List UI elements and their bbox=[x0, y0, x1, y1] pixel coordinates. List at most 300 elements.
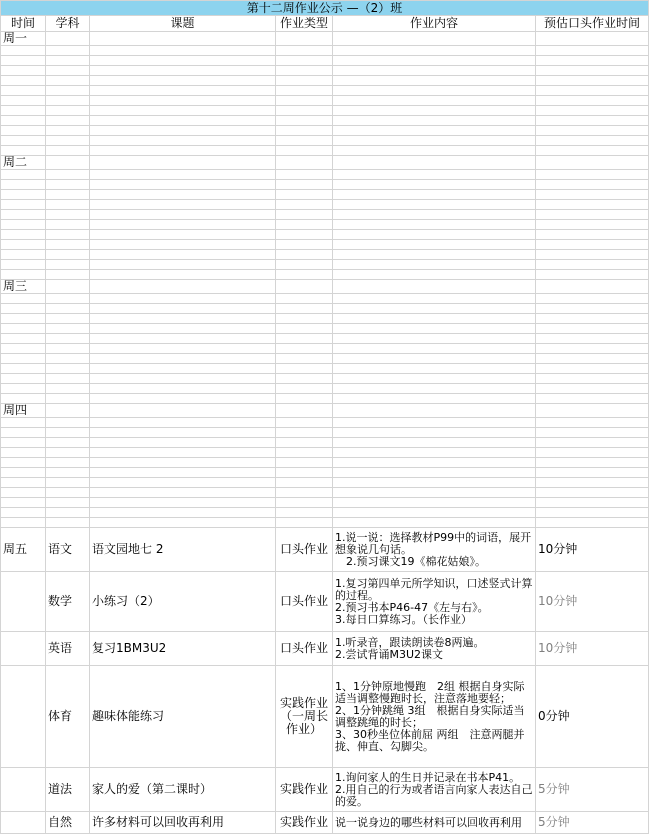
subject-cell[interactable]: 英语 bbox=[46, 632, 90, 666]
empty-cell[interactable] bbox=[90, 96, 276, 106]
empty-cell[interactable] bbox=[46, 448, 90, 458]
empty-cell[interactable] bbox=[1, 260, 46, 270]
empty-cell[interactable] bbox=[276, 190, 333, 200]
empty-cell[interactable] bbox=[276, 220, 333, 230]
empty-cell[interactable] bbox=[1, 344, 46, 354]
empty-cell[interactable] bbox=[536, 334, 649, 344]
empty-cell[interactable] bbox=[46, 404, 90, 418]
empty-cell[interactable] bbox=[90, 404, 276, 418]
header-topic[interactable]: 课题 bbox=[90, 16, 276, 32]
empty-cell[interactable] bbox=[90, 518, 276, 528]
time-cell[interactable]: 10分钟 bbox=[536, 632, 649, 666]
empty-cell[interactable] bbox=[90, 190, 276, 200]
empty-cell[interactable] bbox=[90, 46, 276, 56]
empty-cell[interactable] bbox=[276, 146, 333, 156]
empty-cell[interactable] bbox=[1, 384, 46, 394]
empty-cell[interactable] bbox=[333, 384, 536, 394]
empty-cell[interactable] bbox=[276, 66, 333, 76]
empty-cell[interactable] bbox=[46, 106, 90, 116]
empty-cell[interactable] bbox=[46, 96, 90, 106]
empty-cell[interactable] bbox=[46, 488, 90, 498]
empty-cell[interactable] bbox=[1, 488, 46, 498]
empty-cell[interactable] bbox=[333, 418, 536, 428]
empty-cell[interactable] bbox=[333, 210, 536, 220]
empty-cell[interactable] bbox=[536, 478, 649, 488]
empty-cell[interactable] bbox=[333, 468, 536, 478]
empty-cell[interactable] bbox=[536, 280, 649, 294]
empty-cell[interactable] bbox=[333, 136, 536, 146]
empty-cell[interactable] bbox=[276, 418, 333, 428]
empty-cell[interactable] bbox=[333, 146, 536, 156]
subject-cell[interactable]: 语文 bbox=[46, 528, 90, 572]
empty-cell[interactable] bbox=[536, 458, 649, 468]
empty-cell[interactable] bbox=[1, 126, 46, 136]
empty-cell[interactable] bbox=[1, 240, 46, 250]
empty-cell[interactable] bbox=[90, 324, 276, 334]
topic-cell[interactable]: 小练习（2） bbox=[90, 572, 276, 632]
type-cell[interactable]: 实践作业 bbox=[276, 812, 333, 834]
content-cell[interactable] bbox=[333, 666, 536, 768]
content-cell[interactable] bbox=[333, 572, 536, 632]
empty-cell[interactable] bbox=[1, 250, 46, 260]
empty-cell[interactable] bbox=[1, 220, 46, 230]
empty-cell[interactable] bbox=[46, 156, 90, 170]
empty-cell[interactable] bbox=[1, 66, 46, 76]
subject-cell[interactable]: 体育 bbox=[46, 666, 90, 768]
empty-cell[interactable] bbox=[536, 314, 649, 324]
empty-cell[interactable] bbox=[536, 418, 649, 428]
empty-cell[interactable] bbox=[333, 508, 536, 518]
empty-cell[interactable] bbox=[333, 156, 536, 170]
empty-cell[interactable] bbox=[1, 468, 46, 478]
empty-cell[interactable] bbox=[536, 448, 649, 458]
empty-cell[interactable] bbox=[90, 56, 276, 66]
empty-cell[interactable] bbox=[276, 56, 333, 66]
empty-cell[interactable] bbox=[333, 498, 536, 508]
empty-cell[interactable] bbox=[1, 354, 46, 364]
empty-cell[interactable] bbox=[536, 384, 649, 394]
empty-cell[interactable] bbox=[333, 304, 536, 314]
empty-cell[interactable] bbox=[46, 126, 90, 136]
empty-cell[interactable] bbox=[46, 190, 90, 200]
empty-cell[interactable] bbox=[333, 324, 536, 334]
empty-cell[interactable] bbox=[536, 270, 649, 280]
day-label[interactable]: 周三 bbox=[1, 280, 46, 294]
empty-cell[interactable] bbox=[90, 210, 276, 220]
empty-cell[interactable] bbox=[333, 126, 536, 136]
empty-cell[interactable] bbox=[276, 136, 333, 146]
empty-cell[interactable] bbox=[536, 344, 649, 354]
content-cell[interactable] bbox=[333, 768, 536, 812]
day-label[interactable]: 周一 bbox=[1, 32, 46, 46]
empty-cell[interactable] bbox=[536, 428, 649, 438]
empty-cell[interactable] bbox=[276, 32, 333, 46]
empty-cell[interactable] bbox=[276, 200, 333, 210]
empty-cell[interactable] bbox=[276, 270, 333, 280]
empty-cell[interactable] bbox=[333, 250, 536, 260]
content-cell[interactable] bbox=[333, 812, 536, 834]
empty-cell[interactable] bbox=[333, 260, 536, 270]
empty-cell[interactable] bbox=[1, 200, 46, 210]
empty-cell[interactable] bbox=[46, 250, 90, 260]
empty-cell[interactable] bbox=[333, 116, 536, 126]
empty-cell[interactable] bbox=[333, 56, 536, 66]
empty-cell[interactable] bbox=[536, 126, 649, 136]
empty-cell[interactable] bbox=[536, 210, 649, 220]
empty-cell[interactable] bbox=[1, 304, 46, 314]
empty-cell[interactable] bbox=[46, 458, 90, 468]
empty-cell[interactable] bbox=[1, 518, 46, 528]
empty-cell[interactable] bbox=[276, 314, 333, 324]
empty-cell[interactable] bbox=[333, 86, 536, 96]
empty-cell[interactable] bbox=[536, 240, 649, 250]
empty-cell[interactable] bbox=[276, 448, 333, 458]
empty-cell[interactable] bbox=[1, 46, 46, 56]
empty-cell[interactable] bbox=[276, 488, 333, 498]
empty-cell[interactable] bbox=[46, 270, 90, 280]
empty-cell[interactable] bbox=[276, 404, 333, 418]
empty-cell[interactable] bbox=[46, 438, 90, 448]
day-label[interactable]: 周五 bbox=[1, 528, 46, 572]
empty-cell[interactable] bbox=[333, 280, 536, 294]
empty-cell[interactable] bbox=[1, 394, 46, 404]
empty-cell[interactable] bbox=[333, 518, 536, 528]
empty-cell[interactable] bbox=[333, 438, 536, 448]
empty-cell[interactable] bbox=[46, 384, 90, 394]
day-label[interactable] bbox=[1, 666, 46, 768]
empty-cell[interactable] bbox=[333, 106, 536, 116]
empty-cell[interactable] bbox=[276, 344, 333, 354]
empty-cell[interactable] bbox=[276, 384, 333, 394]
subject-cell[interactable]: 道法 bbox=[46, 768, 90, 812]
empty-cell[interactable] bbox=[46, 428, 90, 438]
empty-cell[interactable] bbox=[1, 230, 46, 240]
empty-cell[interactable] bbox=[90, 294, 276, 304]
empty-cell[interactable] bbox=[46, 344, 90, 354]
empty-cell[interactable] bbox=[1, 364, 46, 374]
empty-cell[interactable] bbox=[536, 394, 649, 404]
empty-cell[interactable] bbox=[276, 364, 333, 374]
empty-cell[interactable] bbox=[333, 364, 536, 374]
type-cell[interactable]: 口头作业 bbox=[276, 572, 333, 632]
empty-cell[interactable] bbox=[536, 404, 649, 418]
empty-cell[interactable] bbox=[333, 404, 536, 418]
empty-cell[interactable] bbox=[333, 180, 536, 190]
empty-cell[interactable] bbox=[90, 304, 276, 314]
empty-cell[interactable] bbox=[536, 116, 649, 126]
empty-cell[interactable] bbox=[333, 354, 536, 364]
empty-cell[interactable] bbox=[536, 180, 649, 190]
empty-cell[interactable] bbox=[536, 56, 649, 66]
empty-cell[interactable] bbox=[1, 418, 46, 428]
empty-cell[interactable] bbox=[46, 418, 90, 428]
sheet-title[interactable]: 第十二周作业公示 —（2）班 bbox=[1, 1, 649, 16]
time-cell[interactable]: 10分钟 bbox=[536, 528, 649, 572]
time-cell[interactable]: 5分钟 bbox=[536, 812, 649, 834]
empty-cell[interactable] bbox=[276, 468, 333, 478]
empty-cell[interactable] bbox=[1, 314, 46, 324]
empty-cell[interactable] bbox=[46, 498, 90, 508]
empty-cell[interactable] bbox=[276, 280, 333, 294]
empty-cell[interactable] bbox=[1, 374, 46, 384]
empty-cell[interactable] bbox=[90, 240, 276, 250]
empty-cell[interactable] bbox=[46, 170, 90, 180]
empty-cell[interactable] bbox=[276, 498, 333, 508]
empty-cell[interactable] bbox=[333, 458, 536, 468]
empty-cell[interactable] bbox=[46, 324, 90, 334]
empty-cell[interactable] bbox=[276, 518, 333, 528]
empty-cell[interactable] bbox=[536, 324, 649, 334]
empty-cell[interactable] bbox=[536, 86, 649, 96]
empty-cell[interactable] bbox=[1, 190, 46, 200]
empty-cell[interactable] bbox=[1, 146, 46, 156]
empty-cell[interactable] bbox=[1, 116, 46, 126]
empty-cell[interactable] bbox=[276, 508, 333, 518]
empty-cell[interactable] bbox=[1, 180, 46, 190]
empty-cell[interactable] bbox=[333, 270, 536, 280]
empty-cell[interactable] bbox=[1, 478, 46, 488]
empty-cell[interactable] bbox=[90, 364, 276, 374]
empty-cell[interactable] bbox=[333, 240, 536, 250]
empty-cell[interactable] bbox=[333, 76, 536, 86]
day-label[interactable] bbox=[1, 572, 46, 632]
empty-cell[interactable] bbox=[90, 508, 276, 518]
empty-cell[interactable] bbox=[536, 364, 649, 374]
empty-cell[interactable] bbox=[46, 240, 90, 250]
day-label[interactable]: 周二 bbox=[1, 156, 46, 170]
empty-cell[interactable] bbox=[276, 294, 333, 304]
empty-cell[interactable] bbox=[46, 478, 90, 488]
empty-cell[interactable] bbox=[536, 32, 649, 46]
empty-cell[interactable] bbox=[46, 364, 90, 374]
empty-cell[interactable] bbox=[46, 146, 90, 156]
empty-cell[interactable] bbox=[333, 32, 536, 46]
empty-cell[interactable] bbox=[536, 96, 649, 106]
empty-cell[interactable] bbox=[1, 270, 46, 280]
empty-cell[interactable] bbox=[276, 438, 333, 448]
type-cell[interactable]: 实践作业 bbox=[276, 768, 333, 812]
empty-cell[interactable] bbox=[90, 270, 276, 280]
empty-cell[interactable] bbox=[333, 394, 536, 404]
empty-cell[interactable] bbox=[333, 448, 536, 458]
empty-cell[interactable] bbox=[536, 66, 649, 76]
empty-cell[interactable] bbox=[46, 468, 90, 478]
empty-cell[interactable] bbox=[333, 344, 536, 354]
empty-cell[interactable] bbox=[276, 428, 333, 438]
empty-cell[interactable] bbox=[90, 488, 276, 498]
empty-cell[interactable] bbox=[90, 76, 276, 86]
day-label[interactable] bbox=[1, 768, 46, 812]
topic-cell[interactable]: 趣味体能练习 bbox=[90, 666, 276, 768]
empty-cell[interactable] bbox=[46, 86, 90, 96]
empty-cell[interactable] bbox=[333, 230, 536, 240]
empty-cell[interactable] bbox=[333, 428, 536, 438]
empty-cell[interactable] bbox=[333, 190, 536, 200]
empty-cell[interactable] bbox=[333, 170, 536, 180]
empty-cell[interactable] bbox=[46, 294, 90, 304]
time-cell[interactable]: 0分钟 bbox=[536, 666, 649, 768]
empty-cell[interactable] bbox=[536, 136, 649, 146]
empty-cell[interactable] bbox=[536, 508, 649, 518]
empty-cell[interactable] bbox=[46, 508, 90, 518]
empty-cell[interactable] bbox=[46, 334, 90, 344]
empty-cell[interactable] bbox=[333, 66, 536, 76]
empty-cell[interactable] bbox=[333, 374, 536, 384]
empty-cell[interactable] bbox=[1, 210, 46, 220]
type-cell[interactable]: 实践作业（一周长作业） bbox=[276, 666, 333, 768]
empty-cell[interactable] bbox=[90, 66, 276, 76]
empty-cell[interactable] bbox=[90, 230, 276, 240]
empty-cell[interactable] bbox=[536, 230, 649, 240]
empty-cell[interactable] bbox=[90, 314, 276, 324]
day-label[interactable]: 周四 bbox=[1, 404, 46, 418]
empty-cell[interactable] bbox=[1, 324, 46, 334]
empty-cell[interactable] bbox=[276, 116, 333, 126]
empty-cell[interactable] bbox=[276, 458, 333, 468]
empty-cell[interactable] bbox=[333, 478, 536, 488]
empty-cell[interactable] bbox=[276, 240, 333, 250]
empty-cell[interactable] bbox=[276, 250, 333, 260]
empty-cell[interactable] bbox=[276, 334, 333, 344]
empty-cell[interactable] bbox=[46, 518, 90, 528]
empty-cell[interactable] bbox=[1, 106, 46, 116]
empty-cell[interactable] bbox=[90, 146, 276, 156]
empty-cell[interactable] bbox=[276, 86, 333, 96]
empty-cell[interactable] bbox=[1, 56, 46, 66]
empty-cell[interactable] bbox=[90, 116, 276, 126]
empty-cell[interactable] bbox=[333, 314, 536, 324]
empty-cell[interactable] bbox=[90, 126, 276, 136]
empty-cell[interactable] bbox=[276, 76, 333, 86]
header-content[interactable]: 作业内容 bbox=[333, 16, 536, 32]
empty-cell[interactable] bbox=[90, 136, 276, 146]
empty-cell[interactable] bbox=[46, 230, 90, 240]
empty-cell[interactable] bbox=[333, 220, 536, 230]
empty-cell[interactable] bbox=[276, 478, 333, 488]
empty-cell[interactable] bbox=[90, 458, 276, 468]
empty-cell[interactable] bbox=[536, 220, 649, 230]
empty-cell[interactable] bbox=[90, 498, 276, 508]
empty-cell[interactable] bbox=[46, 180, 90, 190]
time-cell[interactable]: 5分钟 bbox=[536, 768, 649, 812]
empty-cell[interactable] bbox=[536, 146, 649, 156]
empty-cell[interactable] bbox=[1, 76, 46, 86]
empty-cell[interactable] bbox=[276, 170, 333, 180]
empty-cell[interactable] bbox=[46, 66, 90, 76]
empty-cell[interactable] bbox=[536, 518, 649, 528]
empty-cell[interactable] bbox=[46, 394, 90, 404]
empty-cell[interactable] bbox=[333, 294, 536, 304]
empty-cell[interactable] bbox=[90, 250, 276, 260]
empty-cell[interactable] bbox=[1, 498, 46, 508]
empty-cell[interactable] bbox=[90, 354, 276, 364]
empty-cell[interactable] bbox=[536, 438, 649, 448]
empty-cell[interactable] bbox=[90, 418, 276, 428]
empty-cell[interactable] bbox=[333, 96, 536, 106]
empty-cell[interactable] bbox=[90, 344, 276, 354]
empty-cell[interactable] bbox=[1, 508, 46, 518]
empty-cell[interactable] bbox=[90, 448, 276, 458]
empty-cell[interactable] bbox=[90, 428, 276, 438]
empty-cell[interactable] bbox=[1, 96, 46, 106]
empty-cell[interactable] bbox=[333, 200, 536, 210]
topic-cell[interactable]: 许多材料可以回收再利用 bbox=[90, 812, 276, 834]
empty-cell[interactable] bbox=[333, 488, 536, 498]
empty-cell[interactable] bbox=[90, 478, 276, 488]
type-cell[interactable]: 口头作业 bbox=[276, 632, 333, 666]
empty-cell[interactable] bbox=[276, 354, 333, 364]
topic-cell[interactable]: 家人的爱（第二课时） bbox=[90, 768, 276, 812]
empty-cell[interactable] bbox=[46, 200, 90, 210]
empty-cell[interactable] bbox=[536, 200, 649, 210]
empty-cell[interactable] bbox=[276, 96, 333, 106]
empty-cell[interactable] bbox=[90, 200, 276, 210]
empty-cell[interactable] bbox=[90, 468, 276, 478]
empty-cell[interactable] bbox=[1, 428, 46, 438]
empty-cell[interactable] bbox=[1, 458, 46, 468]
empty-cell[interactable] bbox=[536, 190, 649, 200]
empty-cell[interactable] bbox=[46, 314, 90, 324]
empty-cell[interactable] bbox=[46, 374, 90, 384]
empty-cell[interactable] bbox=[90, 32, 276, 46]
empty-cell[interactable] bbox=[1, 170, 46, 180]
empty-cell[interactable] bbox=[276, 324, 333, 334]
empty-cell[interactable] bbox=[333, 46, 536, 56]
type-cell[interactable]: 口头作业 bbox=[276, 528, 333, 572]
empty-cell[interactable] bbox=[276, 126, 333, 136]
empty-cell[interactable] bbox=[276, 374, 333, 384]
empty-cell[interactable] bbox=[276, 260, 333, 270]
header-time[interactable]: 时间 bbox=[1, 16, 46, 32]
empty-cell[interactable] bbox=[46, 76, 90, 86]
empty-cell[interactable] bbox=[46, 354, 90, 364]
empty-cell[interactable] bbox=[46, 220, 90, 230]
empty-cell[interactable] bbox=[90, 334, 276, 344]
empty-cell[interactable] bbox=[90, 106, 276, 116]
empty-cell[interactable] bbox=[536, 488, 649, 498]
header-type[interactable]: 作业类型 bbox=[276, 16, 333, 32]
empty-cell[interactable] bbox=[536, 294, 649, 304]
empty-cell[interactable] bbox=[536, 46, 649, 56]
header-subject[interactable]: 学科 bbox=[46, 16, 90, 32]
empty-cell[interactable] bbox=[536, 170, 649, 180]
empty-cell[interactable] bbox=[90, 170, 276, 180]
empty-cell[interactable] bbox=[46, 304, 90, 314]
empty-cell[interactable] bbox=[276, 106, 333, 116]
empty-cell[interactable] bbox=[1, 136, 46, 146]
empty-cell[interactable] bbox=[333, 334, 536, 344]
empty-cell[interactable] bbox=[1, 86, 46, 96]
empty-cell[interactable] bbox=[536, 156, 649, 170]
empty-cell[interactable] bbox=[536, 76, 649, 86]
empty-cell[interactable] bbox=[90, 394, 276, 404]
empty-cell[interactable] bbox=[276, 230, 333, 240]
empty-cell[interactable] bbox=[276, 180, 333, 190]
empty-cell[interactable] bbox=[1, 294, 46, 304]
day-label[interactable] bbox=[1, 812, 46, 834]
empty-cell[interactable] bbox=[536, 304, 649, 314]
empty-cell[interactable] bbox=[90, 374, 276, 384]
empty-cell[interactable] bbox=[90, 180, 276, 190]
empty-cell[interactable] bbox=[46, 32, 90, 46]
empty-cell[interactable] bbox=[46, 116, 90, 126]
empty-cell[interactable] bbox=[536, 354, 649, 364]
empty-cell[interactable] bbox=[1, 438, 46, 448]
empty-cell[interactable] bbox=[276, 156, 333, 170]
day-label[interactable] bbox=[1, 632, 46, 666]
header-duration[interactable]: 预估口头作业时间 bbox=[536, 16, 649, 32]
empty-cell[interactable] bbox=[536, 250, 649, 260]
